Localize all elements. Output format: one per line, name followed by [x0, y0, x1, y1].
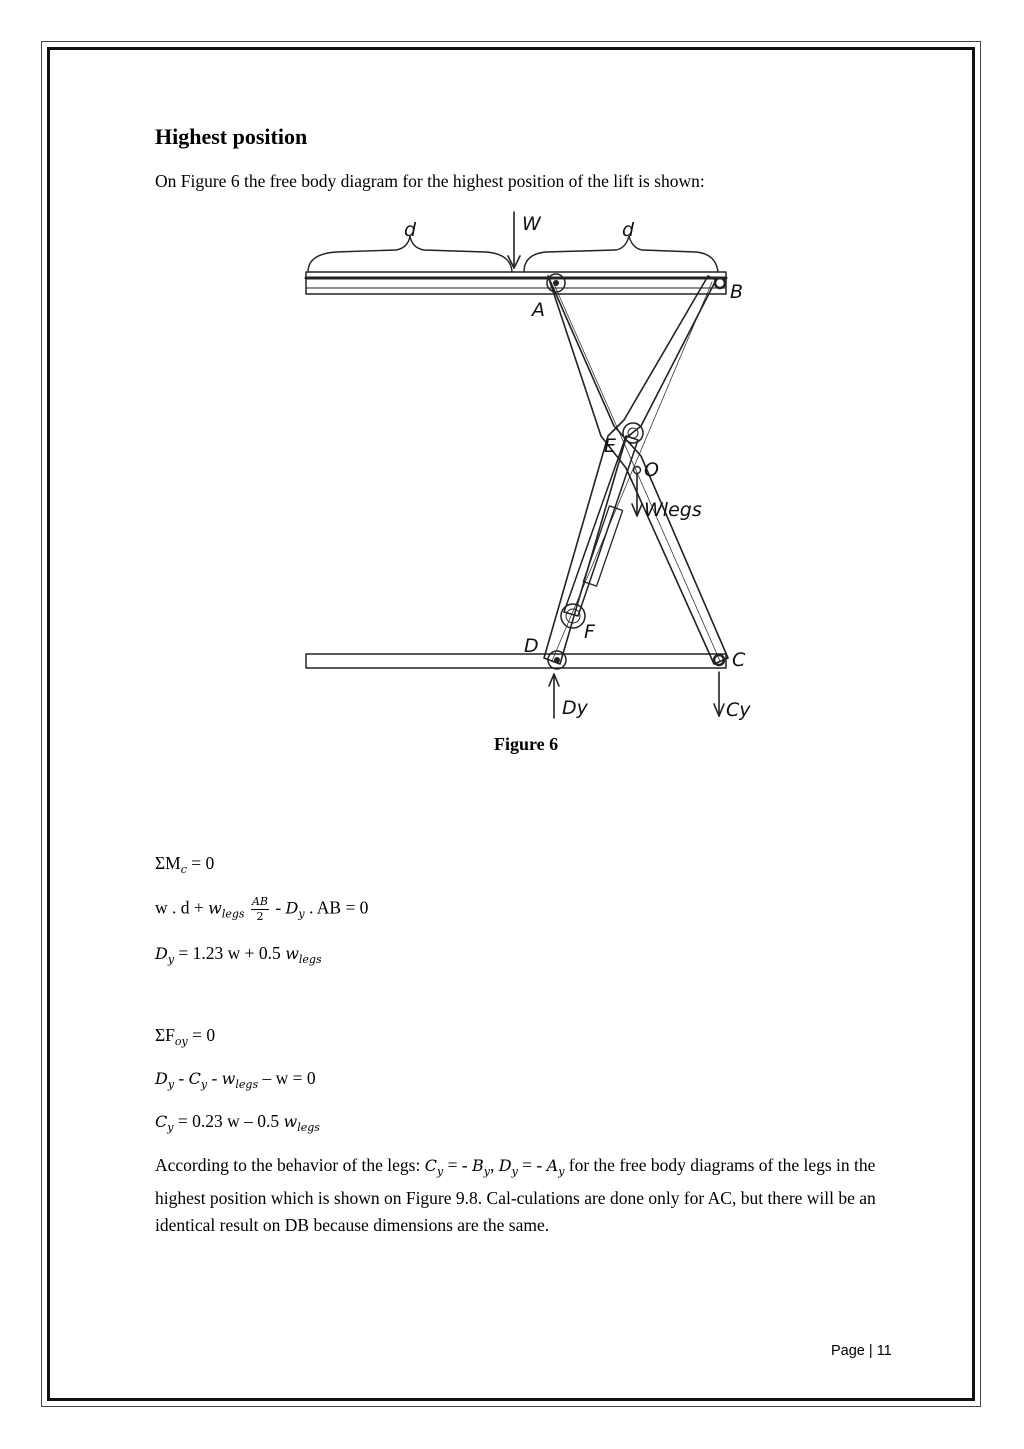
label-f: F — [584, 621, 595, 643]
label-o: O — [644, 459, 659, 481]
fraction-ab-over-2: $\frac{AB}{2}$ — [251, 895, 268, 923]
bottom-plate — [306, 654, 726, 668]
free-body-diagram — [296, 206, 766, 731]
label-b: B — [730, 281, 744, 303]
label-c: C — [732, 649, 746, 671]
page-number: Page | 11 — [831, 1343, 892, 1359]
equation-dy-result: $D_y = 1.23$ w + 0.5 $w_{legs}$ — [155, 943, 322, 966]
body-paragraph: According to the behavior of the legs: $C_y$ = - $B_y$, $D_y$ = - $A_y$ for the free body diagrams of the legs in the highest position which is shown on Figure 9.8. Cal-culations are done only for AC, but there will be an identical result on DB because dimensions are the same. — [155, 1155, 876, 1235]
equation-cy-result: $C_y = 0.23$ w – 0.5 $w_{legs}$ — [155, 1111, 320, 1134]
equation-force-expanded: $D_y - C_y - w_{legs} - w = 0$ — [155, 1068, 316, 1091]
label-cy: Cy — [726, 699, 751, 721]
label-w: W — [522, 213, 541, 235]
label-wlegs: Wlegs — [644, 499, 702, 521]
label-dy: Dy — [562, 697, 588, 719]
equation-moment-expanded: w . $d + w_{legs}$ $\frac{AB}{2}$ - $D_y$ . AB = 0 — [155, 895, 369, 923]
section-heading: Highest position — [155, 124, 308, 149]
leg-db — [544, 276, 716, 664]
label-e: E — [604, 435, 617, 457]
label-a: A — [532, 299, 545, 321]
label-d: D — [524, 635, 539, 657]
label-d-left: d — [404, 219, 417, 241]
equation-moment: $\Sigma M_c = 0$ — [155, 853, 215, 876]
intro-paragraph: On Figure 6 the free body diagram for the highest position of the lift is shown: — [155, 171, 705, 191]
figure-caption: Figure 6 — [494, 734, 559, 754]
equation-force-sum: $\Sigma F_{oy} = 0$ — [155, 1025, 216, 1048]
top-plate — [306, 272, 726, 294]
label-d-right: d — [622, 219, 635, 241]
